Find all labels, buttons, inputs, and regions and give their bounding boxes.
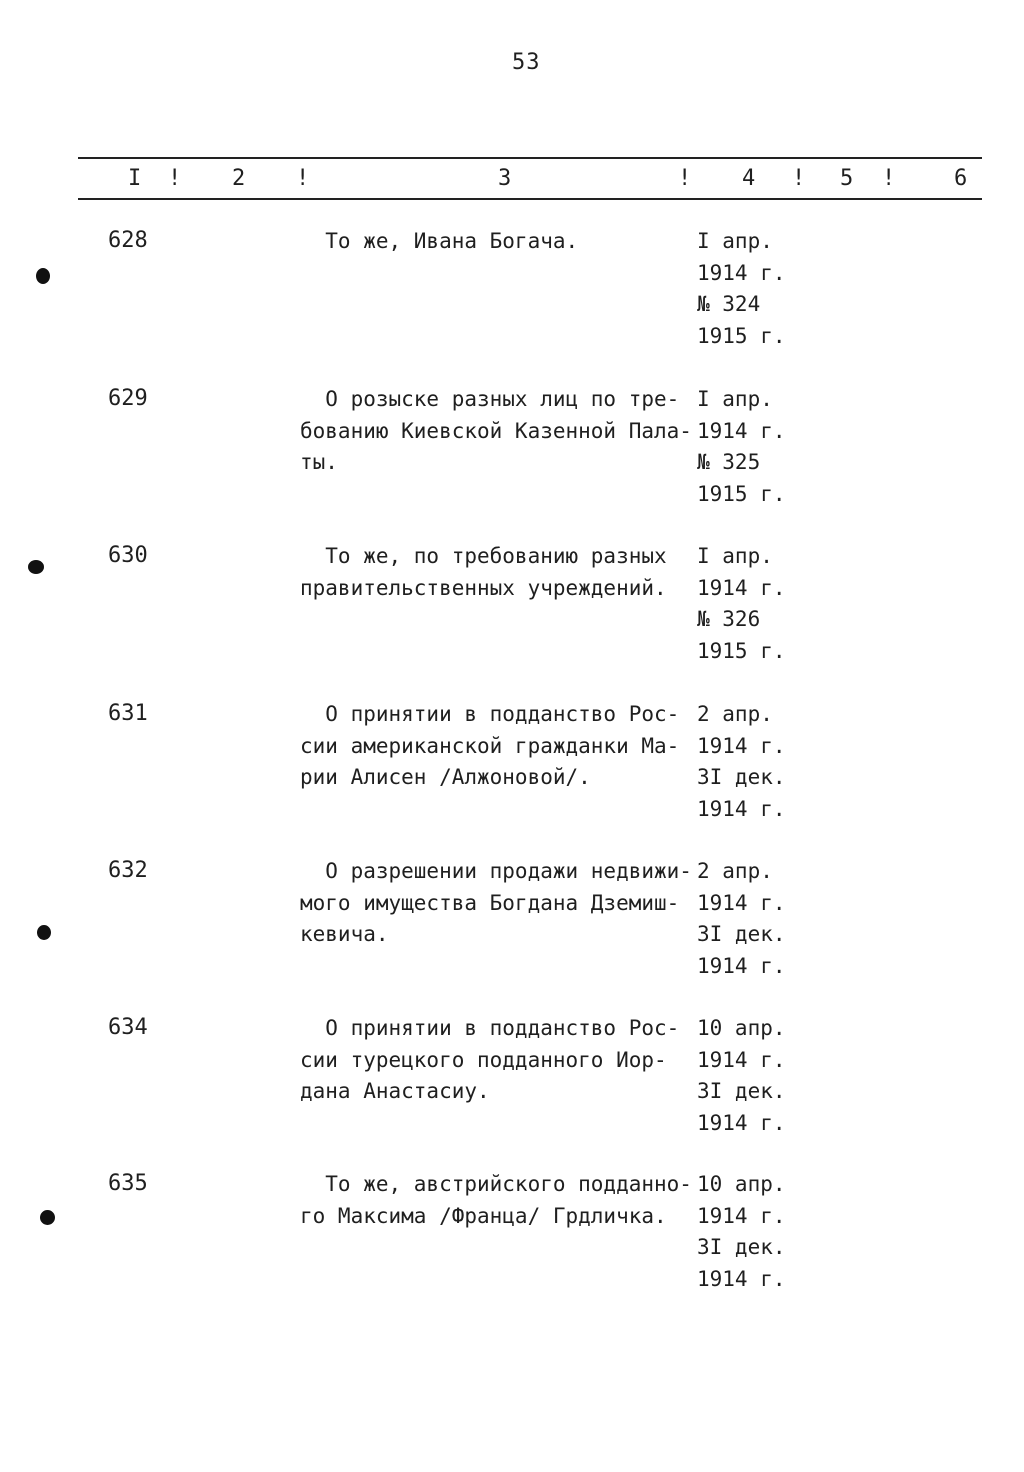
row-description: О принятии в подданство Рос- сии турецкого подданного Иор- дана Анастасиу. xyxy=(300,1016,680,1103)
header-top-rule xyxy=(78,157,982,159)
row-dates: 2 апр. 1914 г. 3I дек. 1914 г. xyxy=(697,859,786,978)
header-bottom-rule xyxy=(78,198,982,200)
row-number: 631 xyxy=(108,701,148,726)
row-dates: 2 апр. 1914 г. 3I дек. 1914 г. xyxy=(697,702,786,821)
row-dates: I апр. 1914 г. № 324 1915 г. xyxy=(697,229,786,348)
row-number: 629 xyxy=(108,386,148,411)
header-separator: ! xyxy=(792,166,806,191)
header-separator: ! xyxy=(296,166,310,191)
row-dates: I апр. 1914 г. № 325 1915 г. xyxy=(697,387,786,506)
page-number: 53 xyxy=(512,50,541,75)
header-col-3: 3 xyxy=(498,166,512,191)
header-col-4: 4 xyxy=(742,166,756,191)
header-separator: ! xyxy=(678,166,692,191)
header-col-2: 2 xyxy=(232,166,246,191)
row-description: О разрешении продажи недвижи- мого имущества Богдана Дземиш- кевича. xyxy=(300,859,692,946)
header-col-1: I xyxy=(128,166,142,191)
header-col-5: 5 xyxy=(840,166,854,191)
row-number: 632 xyxy=(108,858,148,883)
row-description: То же, по требованию разных правительственных учреждений. xyxy=(300,544,667,600)
row-dates: 10 апр. 1914 г. 3I дек. 1914 г. xyxy=(697,1016,786,1135)
header-separator: ! xyxy=(168,166,182,191)
row-description: О принятии в подданство Рос- сии американской гражданки Ма- рии Алисен /Алжоновой/. xyxy=(300,702,680,789)
binder-hole-mark xyxy=(36,268,50,284)
binder-hole-mark xyxy=(28,560,44,574)
row-number: 635 xyxy=(108,1171,148,1196)
row-number: 628 xyxy=(108,228,148,253)
header-separator: ! xyxy=(882,166,896,191)
row-description: То же, австрийского подданно- го Максима /Франца/ Грдличка. xyxy=(300,1172,692,1228)
binder-hole-mark xyxy=(40,1210,55,1225)
row-description: То же, Ивана Богача. xyxy=(300,229,579,253)
binder-hole-mark xyxy=(37,925,51,940)
row-description: О розыске разных лиц по тре- бованию Киевской Казенной Пала- ты. xyxy=(300,387,692,474)
row-dates: I апр. 1914 г. № 326 1915 г. xyxy=(697,544,786,663)
row-dates: 10 апр. 1914 г. 3I дек. 1914 г. xyxy=(697,1172,786,1291)
row-number: 630 xyxy=(108,543,148,568)
header-col-6: 6 xyxy=(954,166,968,191)
row-number: 634 xyxy=(108,1015,148,1040)
